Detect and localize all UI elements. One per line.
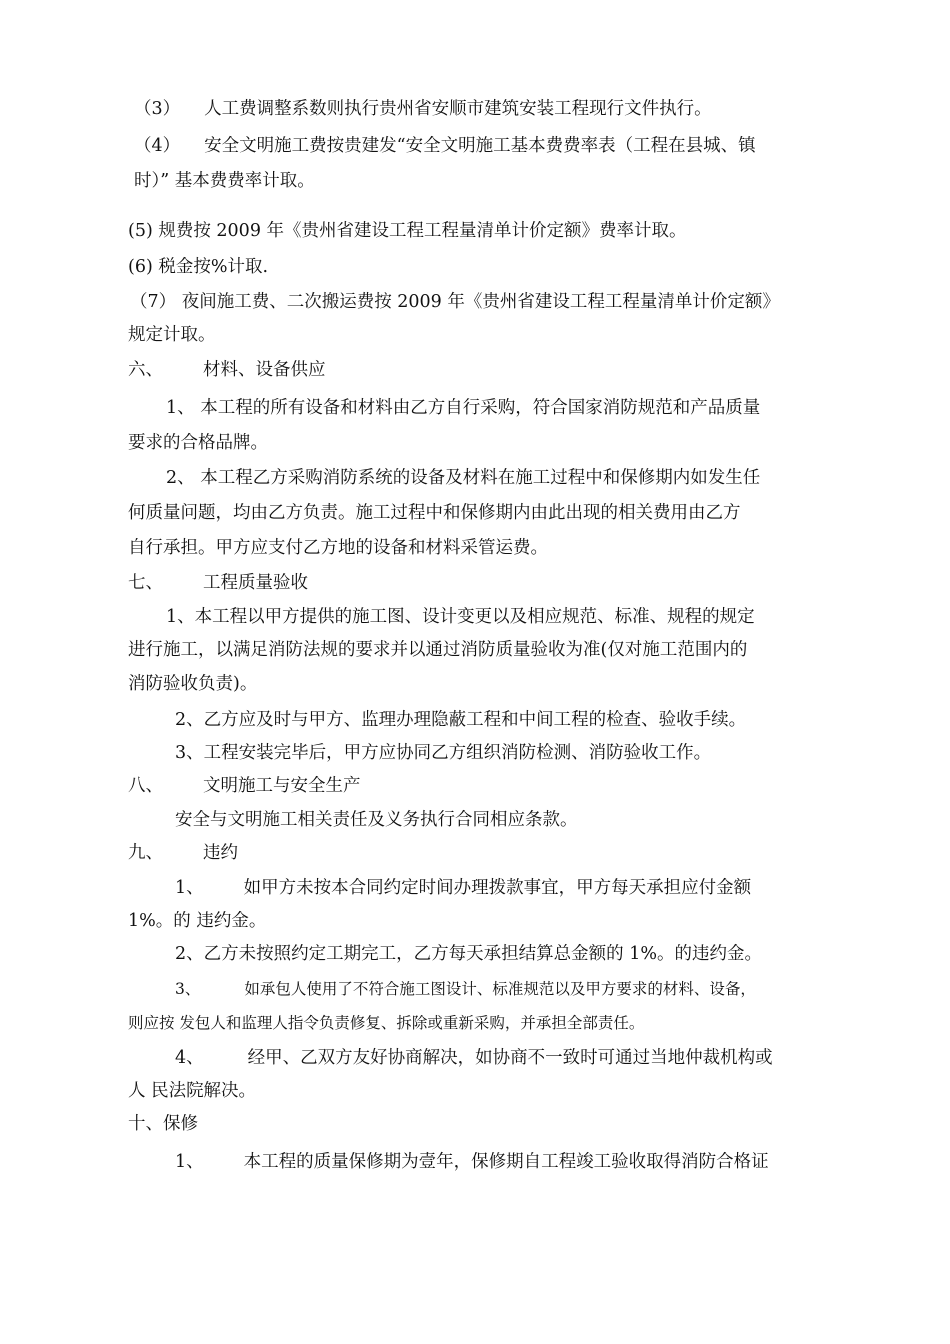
clause-5-6 bbox=[128, 255, 268, 279]
section-title: 材料、设备供应 bbox=[203, 360, 326, 380]
clause-text: 规定计取。 bbox=[128, 325, 216, 345]
item-text: 2、乙方应及时与甲方、监理办理隐蔽工程和中间工程的检查、验收手续。 bbox=[175, 710, 747, 730]
section-10-heading bbox=[128, 1112, 198, 1136]
item-text: 1、 本工程的所有设备和材料由乙方自行采购，符合国家消防规范和产品质量 bbox=[166, 398, 761, 418]
item-text: 如甲方未按本合同约定时间办理拨款事宜，甲方每天承担应付金额 bbox=[243, 878, 752, 898]
item-text: 消防验收负责)。 bbox=[128, 674, 258, 694]
item-text: 本工程的质量保修期为壹年，保修期自工程竣工验收取得消防合格证 bbox=[243, 1152, 769, 1172]
section-9-item-4 bbox=[175, 1046, 773, 1070]
section-9-item-3-cont bbox=[128, 1011, 644, 1035]
clause-5-7-cont bbox=[128, 323, 216, 347]
section-6-heading bbox=[128, 358, 326, 382]
item-text: 1%。的 违约金。 bbox=[128, 911, 267, 931]
item-text: 如承包人使用了不符合施工图设计、标准规范以及甲方要求的材料、设备， bbox=[244, 980, 756, 998]
clause-number: （4） bbox=[134, 136, 181, 156]
item-text: 3、工程安装完毕后，甲方应协同乙方组织消防检测、消防验收工作。 bbox=[175, 743, 712, 763]
section-title: 十、保修 bbox=[128, 1114, 198, 1134]
section-9-item-3 bbox=[175, 977, 756, 1001]
item-number: 3、 bbox=[175, 980, 201, 998]
section-6-item-2-cont-1 bbox=[128, 501, 741, 525]
clause-5-3 bbox=[134, 97, 712, 121]
section-7-heading bbox=[128, 571, 308, 595]
item-text: 1、本工程以甲方提供的施工图、设计变更以及相应规范、标准、规程的规定 bbox=[166, 607, 755, 627]
section-9-item-1 bbox=[175, 876, 751, 900]
item-number: 1、 bbox=[175, 1152, 204, 1172]
section-7-item-1-cont-1 bbox=[128, 638, 747, 662]
clause-5-7 bbox=[130, 290, 780, 314]
section-number: 八、 bbox=[128, 776, 163, 796]
section-9-item-2 bbox=[175, 942, 762, 966]
item-text: 经甲、乙双方友好协商解决，如协商不一致时可通过当地仲裁机构或 bbox=[247, 1048, 773, 1068]
section-9-item-1-cont bbox=[128, 909, 266, 933]
item-text: 进行施工，以满足消防法规的要求并以通过消防质量验收为准(仅对施工范围内的 bbox=[128, 640, 748, 660]
section-number: 九、 bbox=[128, 843, 163, 863]
section-8-text bbox=[175, 808, 578, 832]
section-6-item-2-cont-2 bbox=[128, 536, 548, 560]
clause-text: 人工费调整系数则执行贵州省安顺市建筑安装工程现行文件执行。 bbox=[204, 99, 712, 119]
section-title: 违约 bbox=[203, 843, 238, 863]
item-text: 自行承担。甲方应支付乙方地的设备和材料采管运费。 bbox=[128, 538, 548, 558]
clause-text: 安全文明施工费按贵建发“安全文明施工基本费费率表（工程在县城、镇 bbox=[204, 136, 756, 156]
section-title: 工程质量验收 bbox=[203, 573, 308, 593]
clause-5-5 bbox=[128, 219, 687, 243]
section-6-item-1 bbox=[166, 396, 760, 420]
section-number: 七、 bbox=[128, 573, 163, 593]
section-6-item-1-cont bbox=[128, 431, 268, 455]
section-9-heading bbox=[128, 841, 238, 865]
section-7-item-1 bbox=[166, 605, 755, 629]
section-8-heading bbox=[128, 774, 361, 798]
section-7-item-1-cont-2 bbox=[128, 672, 257, 696]
item-text: 2、乙方未按照约定工期完工，乙方每天承担结算总金额的 1%。的违约金。 bbox=[175, 944, 762, 964]
section-7-item-2 bbox=[175, 708, 746, 732]
item-text: 要求的合格品牌。 bbox=[128, 433, 268, 453]
item-text: 2、 本工程乙方采购消防系统的设备及材料在施工过程中和保修期内如发生任 bbox=[166, 468, 761, 488]
clause-text: 时）” 基本费费率计取。 bbox=[134, 171, 315, 191]
item-number: 4、 bbox=[175, 1048, 204, 1068]
item-text: 安全与文明施工相关责任及义务执行合同相应条款。 bbox=[175, 810, 578, 830]
clause-text: (5) 规费按 2009 年《贵州省建设工程工程量清单计价定额》费率计取。 bbox=[128, 221, 687, 241]
clause-5-4 bbox=[134, 134, 756, 158]
section-7-item-3 bbox=[175, 741, 711, 765]
section-9-item-4-cont bbox=[128, 1079, 256, 1103]
section-6-item-2 bbox=[166, 466, 760, 490]
section-10-item-1 bbox=[175, 1150, 769, 1174]
clause-text: (6) 税金按%计取. bbox=[128, 257, 269, 277]
item-text: 则应按 发包人和监理人指令负责修复、拆除或重新采购，并承担全部责任。 bbox=[128, 1014, 645, 1032]
clause-5-4-cont bbox=[134, 169, 315, 193]
item-text: 何质量问题，均由乙方负责。施工过程中和保修期内由此出现的相关费用由乙方 bbox=[128, 503, 741, 523]
clause-text: （7） 夜间施工费、二次搬运费按 2009 年《贵州省建设工程工程量清单计价定额》 bbox=[130, 292, 780, 312]
item-text: 人 民法院解决。 bbox=[128, 1081, 257, 1101]
section-title: 文明施工与安全生产 bbox=[203, 776, 361, 796]
clause-number: （3） bbox=[134, 99, 181, 119]
section-number: 六、 bbox=[128, 360, 163, 380]
item-number: 1、 bbox=[175, 878, 204, 898]
